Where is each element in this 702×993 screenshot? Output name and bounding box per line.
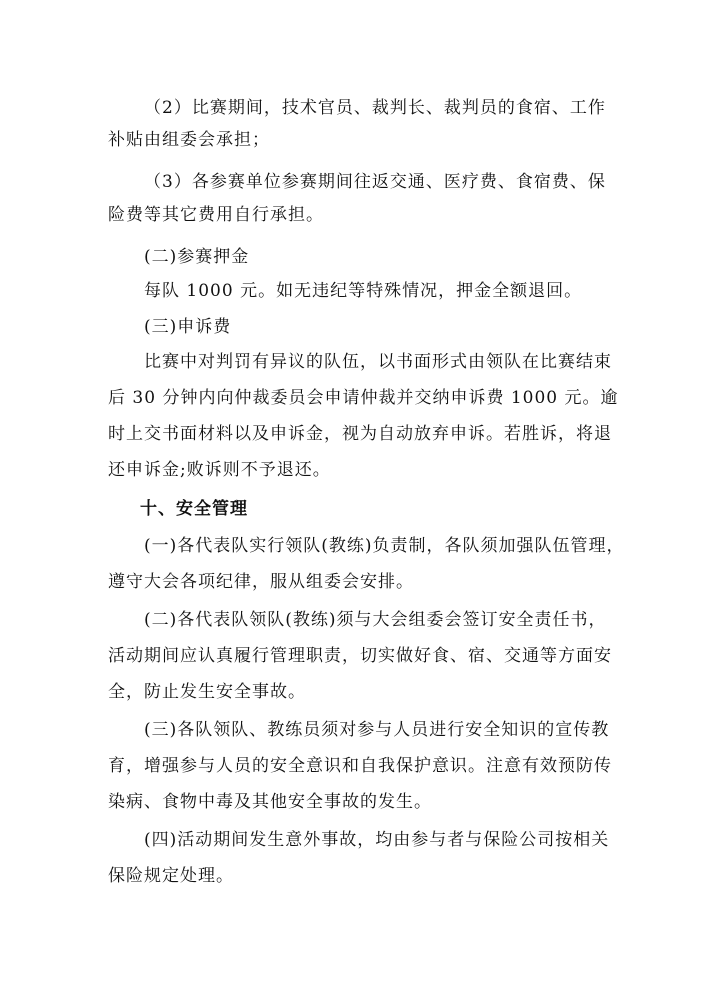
appeal-fee-line-3: 时上交书面材料以及申诉金，视为自动放弃申诉。若胜诉，将退 (108, 424, 612, 444)
safety-item-3-line-1: (三)各队领队、教练员须对参与人员进行安全知识的宣传教 (144, 720, 610, 740)
deposit-heading: (二)参赛押金 (144, 247, 250, 267)
section-10-heading: 十、安全管理 (140, 499, 248, 519)
safety-item-2-line-2: 活动期间应认真履行管理职责，切实做好食、宿、交通等方面安 (108, 646, 612, 666)
appeal-fee-line-1: 比赛中对判罚有异议的队伍，以书面形式由领队在比赛结束 (144, 352, 612, 372)
appeal-fee-heading: (三)申诉费 (144, 317, 232, 337)
safety-item-3-line-3: 染病、食物中毒及其他安全事故的发生。 (108, 792, 432, 812)
appeal-fee-line-4: 还申诉金;败诉则不予退还。 (108, 460, 331, 480)
safety-item-2-line-3: 全，防止发生安全事故。 (108, 682, 306, 702)
safety-item-1-line-1: (一)各代表队实行领队(教练)负责制，各队须加强队伍管理， (144, 536, 625, 556)
safety-item-1-line-2: 遵守大会各项纪律，服从组委会安排。 (108, 572, 414, 592)
deposit-text: 每队 1000 元。如无违纪等特殊情况，押金全额退回。 (144, 281, 583, 301)
item-3-line-2: 险费等其它费用自行承担。 (108, 205, 324, 225)
safety-item-2-line-1: (二)各代表队领队(教练)须与大会组委会签订安全责任书， (144, 610, 607, 630)
safety-item-4-line-2: 保险规定处理。 (108, 866, 234, 886)
safety-item-3-line-2: 育，增强参与人员的安全意识和自我保护意识。注意有效预防传 (108, 756, 612, 776)
item-3-line-1: （3）各参赛单位参赛期间往返交通、医疗费、食宿费、保 (144, 172, 606, 192)
appeal-fee-line-2: 后 30 分钟内向仲裁委员会申请仲裁并交纳申诉费 1000 元。逾 (108, 388, 619, 408)
item-2-line-2: 补贴由组委会承担； (108, 130, 270, 150)
safety-item-4-line-1: (四)活动期间发生意外事故，均由参与者与保险公司按相关 (144, 830, 610, 850)
item-2-line-1: （2）比赛期间，技术官员、裁判长、裁判员的食宿、工作 (144, 98, 606, 118)
